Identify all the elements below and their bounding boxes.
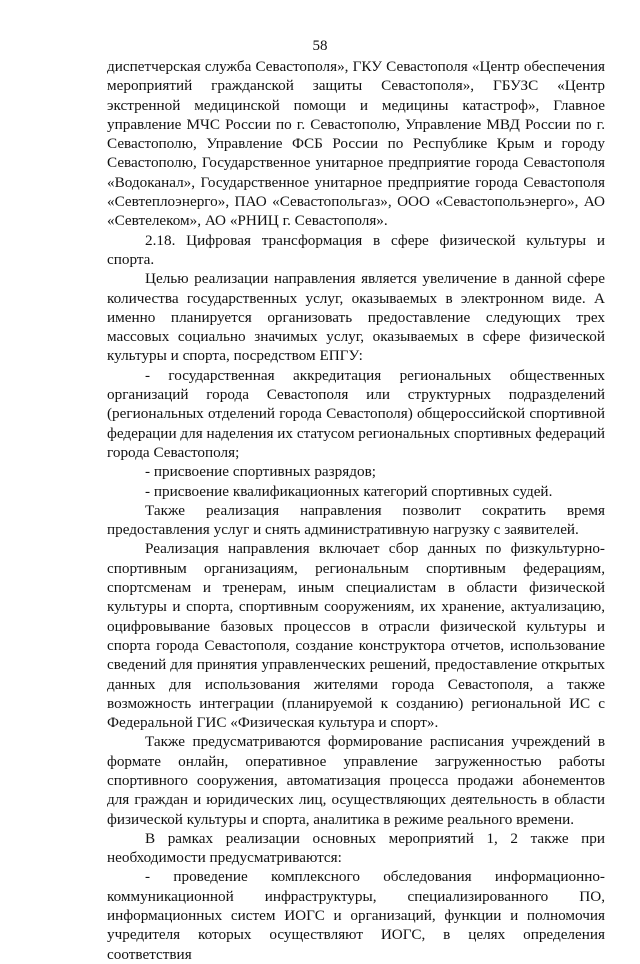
paragraph-main-activities: В рамках реализации основных мероприятий 1, 2 также при необходимости предусматриваются: [107, 829, 605, 867]
list-item-sport-ranks: - присвоение спортивных разрядов; [145, 463, 376, 481]
paragraph-time-reduction: Также реализация направления позволит сократить время предоставления услуг и снять административную нагрузку с заявителей. [107, 501, 605, 539]
paragraph-data-collection: Реализация направления включает сбор данных по физкультурно-спортивным организациям, региональным спортивным федерациям, спортсменам и тренерам, иным специалистам в области физической культуры и спорта, спортивным сооружениям, их хранение, актуализацию, оцифровывание базовых процессов в отрасли физической культуры и спорта города Севастополя, создание конструктора отчетов, использование сведений для принятия управленческих решений, предоставление открытых данных для использования жителями города Севастополя, а также возможность интеграции (планируемой к созданию) региональной ИС с Федеральной ГИС «Физическая культура и спорт». [107, 540, 605, 732]
list-item-survey: - проведение комплексного обследования информационно-коммуникационной инфраструктуры, специализированного ПО, информационных систем ИОГС и организаций, функции и полномочия учредителя которых осуществляют ИОГС, в целях определения соответствия [107, 868, 605, 963]
list-item-accreditation: - государственная аккредитация региональных общественных организаций города Севастополя или структурных подразделений (региональных отделений города Севастополя) общероссийской спортивной федерации для наделения их статусом региональных спортивных федераций города Севастополя; [107, 366, 605, 461]
section-heading-2-18: 2.18. Цифровая трансформация в сфере физической культуры и спорта. [107, 231, 605, 268]
page-body [107, 57, 605, 964]
paragraph-agencies-list: диспетчерская служба Севастополя», ГКУ Севастополя «Центр обеспечения мероприятий гражданской защиты Севастополя», ГБУЗС «Центр экстренной медицинской помощи и медицины катастроф», Главное управление МЧС России по г. Севастополю, Управление МВД России по г. Севастополю, Управление ФСБ России по Республике Крым и городу Севастополю, Государственное унитарное предприятие города Севастополя «Водоканал», Государственное унитарное предприятие города Севастополя «Севтеплоэнерго», ПАО «Севастопольгаз», ООО «Севастопольэнерго», АО «Севтелеком», АО «РНИЦ г. Севастополя». [107, 58, 605, 230]
paragraph-goal: Целью реализации направления является увеличение в данной сфере количества государственных услуг, оказываемых в электронном виде. А именно планируется организовать предоставление следующих трех массовых социально значимых услуг, оказываемых в сфере физической культуры и спорта, посредством ЕПГУ: [107, 270, 605, 365]
page-number: 58 [312, 38, 328, 54]
paragraph-schedule-online: Также предусматриваются формирование расписания учреждений в формате онлайн, оперативное управление загруженностью работы спортивного сооружения, автоматизация процесса продажи абонементов для граждан и юридических лиц, осуществляющих деятельность в области физической культуры и спорта, аналитика в режиме реального времени. [107, 733, 605, 828]
list-item-referee-categories: - присвоение квалификационных категорий спортивных судей. [145, 482, 553, 500]
